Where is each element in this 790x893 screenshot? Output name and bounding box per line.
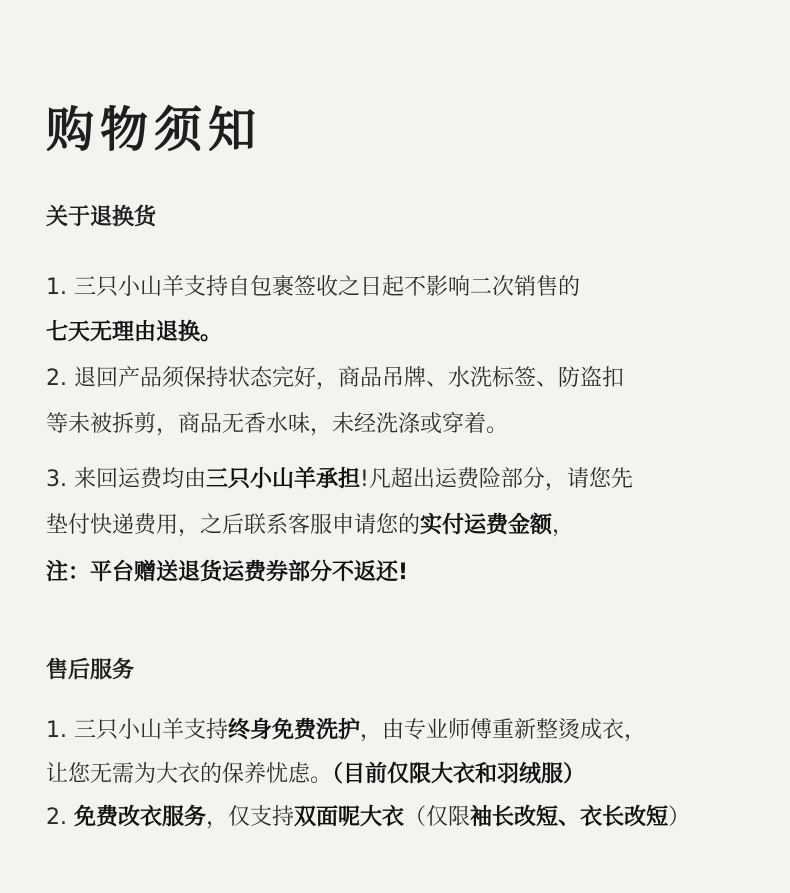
service-item-2 [46,803,690,833]
text: 垫付快递费用，之后联系客服申请您的 [46,513,421,538]
text: 让您无需为大衣的保养忧虑。 [46,762,333,787]
length-shorten-text: 衣长改短 [580,805,669,830]
text: 2. [46,805,74,830]
coat-type-text: 双面呢大衣 [294,805,405,830]
text: !凡超出运费险部分，请您先 [360,467,633,492]
returns-note [46,558,408,588]
actual-shipping-text: 实付运费金额 [420,513,553,538]
service-item-1-line-2 [46,760,585,790]
text: ，由专业师傅重新整烫成衣， [360,718,647,743]
text: （仅限 [404,805,471,830]
text: 1. 三只小山羊支持 [46,718,228,743]
text: 3. 来回运费均由 [46,467,206,492]
page-title: 购物须知 [46,102,263,158]
sleeve-shorten-text: 袖长改短 [470,805,559,830]
seller-pays-text: 三只小山羊承担 [205,467,360,492]
seven-day-return-text: 七天无理由退换。 [46,320,223,345]
returns-heading: 关于退换货 [46,205,157,230]
text: ） [668,805,691,830]
returns-item-1-line-1: 1. 三只小山羊支持自包裹签收之日起不影响二次销售的 [46,275,580,300]
free-alteration-text: 免费改衣服务 [73,805,206,830]
text: ，仅支持 [206,805,295,830]
lifetime-care-text: 终身免费洗护 [227,718,360,743]
returns-item-2-line-1: 2. 退回产品须保持状态完好，商品吊牌、水洗标签、防盗扣 [46,366,624,391]
returns-item-3-line-2 [46,511,574,541]
returns-item-3-line-1 [46,465,633,495]
returns-item-1-line-2 [46,318,222,348]
service-item-1-line-1 [46,716,646,746]
text: ， [552,513,575,538]
scope-note-text: （目前仅限大衣和羽绒服） [332,762,586,787]
note-text: 注：平台赠送退货运费券部分不返还! [46,560,409,585]
service-heading: 售后服务 [46,658,135,683]
separator-text: 、 [558,805,581,830]
returns-item-2-line-2: 等未被拆剪，商品无香水味，未经洗涤或穿着。 [46,412,509,437]
